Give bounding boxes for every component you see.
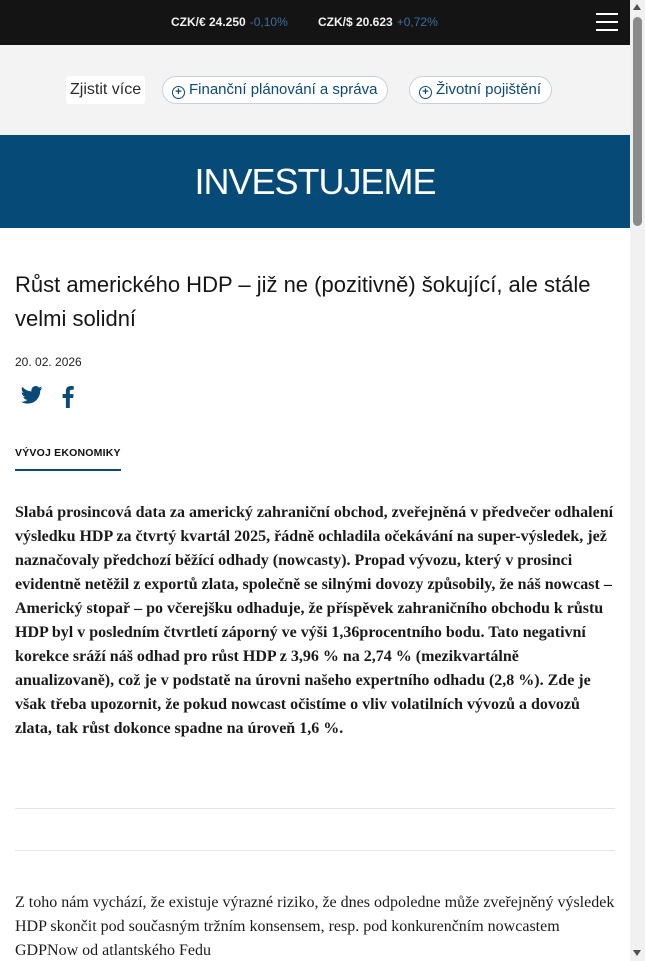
brand-logo-text: INVESTUJEME (194, 161, 436, 202)
facebook-icon (62, 386, 74, 408)
tag-label: Finanční plánování a správa (189, 81, 378, 98)
ticker-eur-change: -0,10% (249, 15, 288, 29)
divider (15, 850, 615, 851)
plus-circle-icon: + (172, 86, 185, 99)
share-facebook-button[interactable] (62, 386, 78, 410)
article-body-paragraph: Z toho nám vychází, že existuje výrazné riziko, že dnes odpoledne může zveřejněný výsledek HDP skončit pod současným tržním konsensem, resp. pod konkurenčním nowcastem GDPNow od atlantského Fedu (15, 894, 615, 959)
twitter-icon (21, 386, 43, 404)
divider (15, 808, 615, 809)
article-date: 20. 02. 2026 (15, 355, 82, 369)
scroll-up-arrow-icon[interactable] (633, 4, 641, 10)
ticker-usd-change: +0,72% (396, 15, 438, 29)
ticker-eur[interactable] (171, 15, 288, 29)
hamburger-menu-icon[interactable] (596, 13, 618, 31)
brand-banner[interactable] (0, 135, 630, 228)
ticker-usd-label: CZK/$ 20.623 (318, 15, 393, 29)
learn-more-label: Zjistit více (66, 76, 145, 104)
tag-life-insurance[interactable] (409, 76, 552, 104)
ticker-usd[interactable] (318, 15, 438, 29)
article-title: Růst amerického HDP – již ne (pozitivně) šokující, ale stále velmi solidní (15, 272, 591, 331)
share-twitter-button[interactable] (21, 386, 45, 410)
plus-circle-icon: + (419, 86, 432, 99)
tag-financial-planning[interactable] (162, 76, 388, 104)
scrollbar-thumb[interactable] (633, 17, 642, 226)
tag-label: Životní pojištění (436, 81, 542, 98)
currency-ticker-bar (0, 0, 630, 45)
article-category-link[interactable]: VÝVOJ EKONOMIKY (15, 447, 121, 471)
ticker-eur-label: CZK/€ 24.250 (171, 15, 246, 29)
article-lead-paragraph: Slabá prosincová data za americký zahraniční obchod, zveřejněná v předvečer odhalení výsledku HDP za čtvrtý kvartál 2025, řádně ochladila očekávání na super-výsledek, jež naznačovaly předchozí běžící odhady (nowcasty). Propad vývozu, který v prosinci evidentně netěžil z exportů zlata, společně se silnými dovozy způsobily, že náš nowcast – Americký stopař – po včerejšku odhaduje, že příspěvek zahraničního obchodu k růstu HDP byl v posledním čtvrtletí záporný ve výši 1,36procentního bodu. Tato negativní korekce sráží náš odhad pro růst HDP z 3,96 % na 2,74 % (mezikvartálně anualizovaně), což je v podstatě na úrovni našeho expertního odhadu (2,8 %). Zde je však třeba upozornit, že pokud nowcast očistíme o vliv volatilních vývozů a dovozů zlata, tak růst dokonce spadne na úroveň 1,6 %. (15, 504, 614, 737)
scroll-down-arrow-icon[interactable] (633, 950, 641, 956)
topic-tag-strip (0, 45, 630, 135)
vertical-scrollbar[interactable] (630, 0, 645, 961)
